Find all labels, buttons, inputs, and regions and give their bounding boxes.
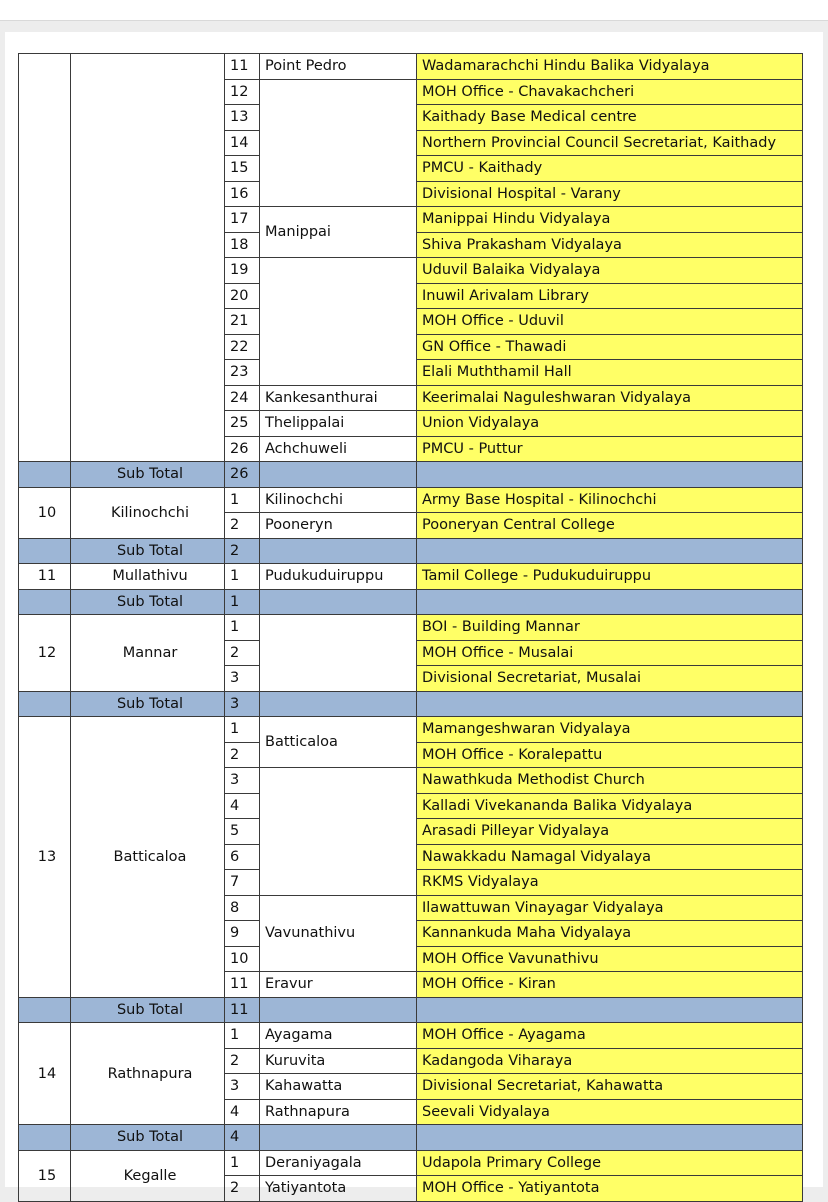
vaccination-location: Kannankuda Maha Vidyalaya bbox=[417, 921, 803, 947]
row-number: 9 bbox=[225, 921, 260, 947]
vaccination-location: MOH Office - Koralepattu bbox=[417, 742, 803, 768]
vaccination-location: Uduvil Balaika Vidyalaya bbox=[417, 258, 803, 284]
subtotal-row bbox=[19, 538, 803, 564]
district-number: 11 bbox=[19, 564, 71, 590]
row-number: 8 bbox=[225, 895, 260, 921]
subtotal-value: 26 bbox=[225, 462, 260, 488]
moh-area: Ayagama bbox=[260, 1023, 417, 1049]
table-row bbox=[19, 54, 803, 80]
vaccination-location: GN Office - Thawadi bbox=[417, 334, 803, 360]
district-name: Mullathivu bbox=[71, 564, 225, 590]
row-number: 1 bbox=[225, 1150, 260, 1176]
row-number: 4 bbox=[225, 1099, 260, 1125]
row-number: 15 bbox=[225, 156, 260, 182]
moh-area: Eravur bbox=[260, 972, 417, 998]
subtotal-row bbox=[19, 1125, 803, 1151]
top-bar bbox=[0, 0, 828, 21]
vaccination-location: Divisional Secretariat, Kahawatta bbox=[417, 1074, 803, 1100]
row-number: 2 bbox=[225, 513, 260, 539]
row-number: 25 bbox=[225, 411, 260, 437]
vaccination-location: Elali Muththamil Hall bbox=[417, 360, 803, 386]
row-number: 3 bbox=[225, 1074, 260, 1100]
subtotal-label: Sub Total bbox=[71, 462, 225, 488]
subtotal-label: Sub Total bbox=[71, 691, 225, 717]
moh-area: Vavunathivu bbox=[260, 895, 417, 972]
moh-area: Kuruvita bbox=[260, 1048, 417, 1074]
table-row bbox=[19, 487, 803, 513]
vaccination-location: RKMS Vidyalaya bbox=[417, 870, 803, 896]
row-number: 2 bbox=[225, 1176, 260, 1202]
district-name: Mannar bbox=[71, 615, 225, 692]
district-number bbox=[19, 54, 71, 462]
moh-area: Manippai bbox=[260, 207, 417, 258]
moh-area: Kahawatta bbox=[260, 1074, 417, 1100]
vaccination-location: Divisional Hospital - Varany bbox=[417, 181, 803, 207]
district-name: Kegalle bbox=[71, 1150, 225, 1201]
table-row bbox=[19, 615, 803, 641]
row-number: 6 bbox=[225, 844, 260, 870]
district-name: Batticaloa bbox=[71, 717, 225, 998]
vaccination-location: Tamil College - Pudukuduiruppu bbox=[417, 564, 803, 590]
vaccination-location: PMCU - Kaithady bbox=[417, 156, 803, 182]
vaccination-location: Wadamarachchi Hindu Balika Vidyalaya bbox=[417, 54, 803, 80]
row-number: 2 bbox=[225, 742, 260, 768]
vaccination-location: Manippai Hindu Vidyalaya bbox=[417, 207, 803, 233]
row-number: 23 bbox=[225, 360, 260, 386]
vaccination-centres-table bbox=[18, 53, 803, 1202]
subtotal-value: 1 bbox=[225, 589, 260, 615]
subtotal-value: 3 bbox=[225, 691, 260, 717]
moh-area: Kankesanthurai bbox=[260, 385, 417, 411]
vaccination-location: BOI - Building Mannar bbox=[417, 615, 803, 641]
district-number: 13 bbox=[19, 717, 71, 998]
vaccination-location: MOH Office - Musalai bbox=[417, 640, 803, 666]
vaccination-location: MOH Office - Ayagama bbox=[417, 1023, 803, 1049]
moh-area bbox=[260, 615, 417, 692]
row-number: 3 bbox=[225, 666, 260, 692]
vaccination-location: Udapola Primary College bbox=[417, 1150, 803, 1176]
subtotal-value: 11 bbox=[225, 997, 260, 1023]
row-number: 1 bbox=[225, 487, 260, 513]
row-number: 3 bbox=[225, 768, 260, 794]
subtotal-value: 4 bbox=[225, 1125, 260, 1151]
row-number: 21 bbox=[225, 309, 260, 335]
row-number: 1 bbox=[225, 717, 260, 743]
district-name bbox=[71, 54, 225, 462]
row-number: 16 bbox=[225, 181, 260, 207]
district-name: Kilinochchi bbox=[71, 487, 225, 538]
row-number: 14 bbox=[225, 130, 260, 156]
vaccination-location: Kadangoda Viharaya bbox=[417, 1048, 803, 1074]
vaccination-location: MOH Office - Chavakachcheri bbox=[417, 79, 803, 105]
moh-area bbox=[260, 258, 417, 386]
subtotal-label: Sub Total bbox=[71, 1125, 225, 1151]
vaccination-location: MOH Office - Uduvil bbox=[417, 309, 803, 335]
vaccination-location: Nawakkadu Namagal Vidyalaya bbox=[417, 844, 803, 870]
table-row bbox=[19, 1150, 803, 1176]
subtotal-row bbox=[19, 997, 803, 1023]
vaccination-location: MOH Office - Yatiyantota bbox=[417, 1176, 803, 1202]
vaccination-location: Mamangeshwaran Vidyalaya bbox=[417, 717, 803, 743]
row-number: 22 bbox=[225, 334, 260, 360]
moh-area: Deraniyagala bbox=[260, 1150, 417, 1176]
moh-area: Yatiyantota bbox=[260, 1176, 417, 1202]
vaccination-location: PMCU - Puttur bbox=[417, 436, 803, 462]
row-number: 1 bbox=[225, 1023, 260, 1049]
vaccination-location: Shiva Prakasham Vidyalaya bbox=[417, 232, 803, 258]
subtotal-row bbox=[19, 691, 803, 717]
moh-area: Point Pedro bbox=[260, 54, 417, 80]
vaccination-location: Nawathkuda Methodist Church bbox=[417, 768, 803, 794]
moh-area bbox=[260, 768, 417, 896]
district-number: 14 bbox=[19, 1023, 71, 1125]
vaccination-location: Kaithady Base Medical centre bbox=[417, 105, 803, 131]
moh-area: Thelippalai bbox=[260, 411, 417, 437]
row-number: 7 bbox=[225, 870, 260, 896]
moh-area: Kilinochchi bbox=[260, 487, 417, 513]
vaccination-location: MOH Office - Kiran bbox=[417, 972, 803, 998]
row-number: 10 bbox=[225, 946, 260, 972]
row-number: 2 bbox=[225, 1048, 260, 1074]
subtotal-label: Sub Total bbox=[71, 589, 225, 615]
moh-area: Rathnapura bbox=[260, 1099, 417, 1125]
subtotal-label: Sub Total bbox=[71, 997, 225, 1023]
table-row bbox=[19, 564, 803, 590]
vaccination-location: Army Base Hospital - Kilinochchi bbox=[417, 487, 803, 513]
vaccination-location: Seevali Vidyalaya bbox=[417, 1099, 803, 1125]
vaccination-location: Northern Provincial Council Secretariat, Kaithady bbox=[417, 130, 803, 156]
moh-area bbox=[260, 79, 417, 207]
row-number: 13 bbox=[225, 105, 260, 131]
subtotal-row bbox=[19, 462, 803, 488]
row-number: 11 bbox=[225, 54, 260, 80]
vaccination-location: Ilawattuwan Vinayagar Vidyalaya bbox=[417, 895, 803, 921]
moh-area: Achchuweli bbox=[260, 436, 417, 462]
row-number: 19 bbox=[225, 258, 260, 284]
district-name: Rathnapura bbox=[71, 1023, 225, 1125]
vaccination-location: Inuwil Arivalam Library bbox=[417, 283, 803, 309]
moh-area: Pooneryn bbox=[260, 513, 417, 539]
row-number: 5 bbox=[225, 819, 260, 845]
row-number: 2 bbox=[225, 640, 260, 666]
row-number: 18 bbox=[225, 232, 260, 258]
vaccination-location: Arasadi Pilleyar Vidyalaya bbox=[417, 819, 803, 845]
subtotal-row bbox=[19, 589, 803, 615]
row-number: 1 bbox=[225, 564, 260, 590]
district-number: 15 bbox=[19, 1150, 71, 1201]
row-number: 1 bbox=[225, 615, 260, 641]
subtotal-label: Sub Total bbox=[71, 538, 225, 564]
table-row bbox=[19, 1023, 803, 1049]
row-number: 12 bbox=[225, 79, 260, 105]
row-number: 11 bbox=[225, 972, 260, 998]
vaccination-location: MOH Office Vavunathivu bbox=[417, 946, 803, 972]
table-row bbox=[19, 717, 803, 743]
subtotal-value: 2 bbox=[225, 538, 260, 564]
vaccination-location: Union Vidyalaya bbox=[417, 411, 803, 437]
vaccination-location: Divisional Secretariat, Musalai bbox=[417, 666, 803, 692]
vaccination-location: Keerimalai Naguleshwaran Vidyalaya bbox=[417, 385, 803, 411]
vaccination-location: Pooneryan Central College bbox=[417, 513, 803, 539]
vaccination-location: Kalladi Vivekananda Balika Vidyalaya bbox=[417, 793, 803, 819]
moh-area: Pudukuduiruppu bbox=[260, 564, 417, 590]
district-number: 10 bbox=[19, 487, 71, 538]
row-number: 17 bbox=[225, 207, 260, 233]
row-number: 20 bbox=[225, 283, 260, 309]
row-number: 4 bbox=[225, 793, 260, 819]
row-number: 26 bbox=[225, 436, 260, 462]
row-number: 24 bbox=[225, 385, 260, 411]
moh-area: Batticaloa bbox=[260, 717, 417, 768]
district-number: 12 bbox=[19, 615, 71, 692]
